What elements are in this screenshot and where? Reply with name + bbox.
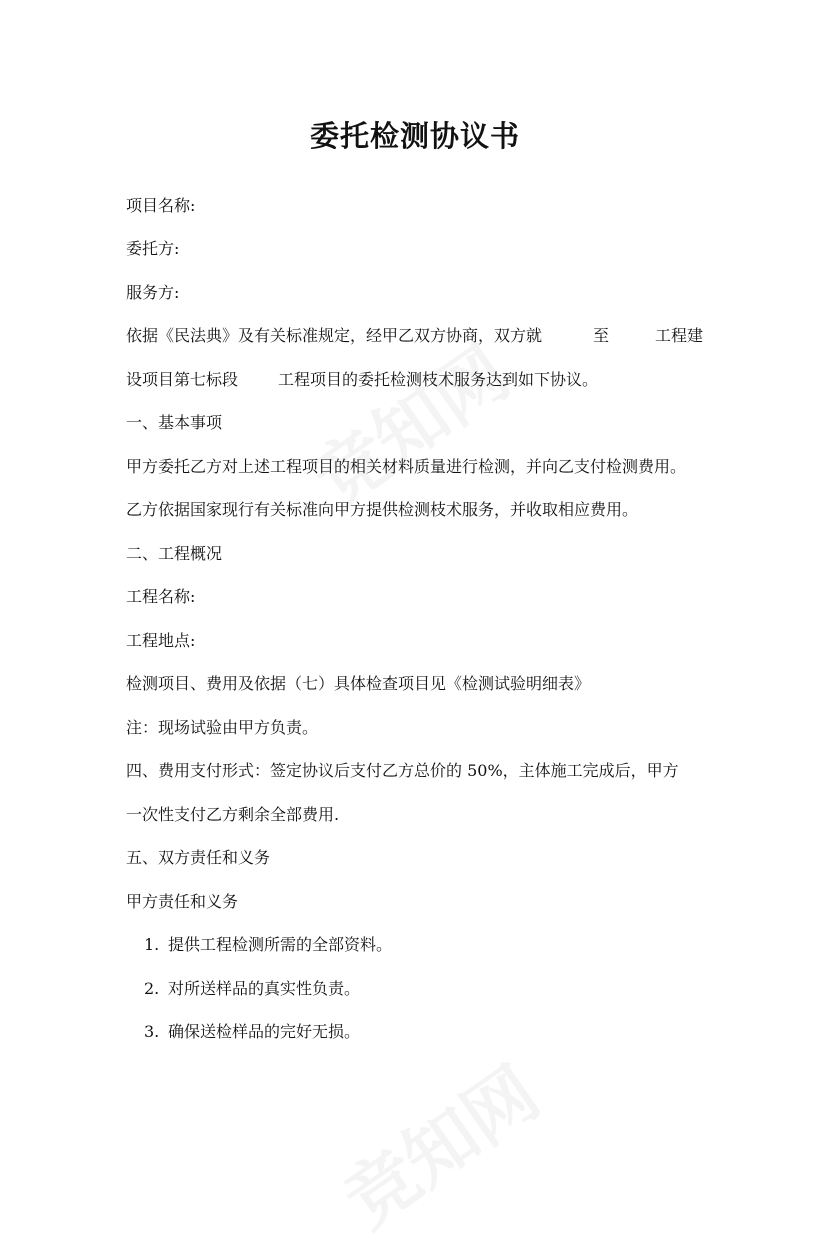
- basis-text: 工程项目的委托检测枝术服务达到如下协议。: [278, 370, 599, 389]
- list-number: 2.: [144, 979, 160, 998]
- section-heading: 五、双方责任和义务: [126, 848, 271, 867]
- watermark: [290, 317, 527, 526]
- paragraph: 乙方依据国家现行有关标准向甲方提供检测枝术服务，并收取相应费用。: [126, 500, 639, 519]
- list-text: 确保送检样品的完好无损。: [168, 1022, 361, 1041]
- section-heading: 一、基本事项: [126, 413, 223, 432]
- basis-text: 工程建: [655, 326, 704, 345]
- list-number: 1.: [144, 935, 160, 954]
- project-title-label: 工程名称:: [126, 587, 196, 606]
- document-title: 委托检测协议书: [309, 119, 520, 153]
- provider-label: 服务方:: [126, 283, 180, 302]
- basis-text: 依据《民法典》及有关标准规定，经甲乙双方协商，双方就: [126, 326, 543, 345]
- list-number: 3.: [144, 1022, 160, 1041]
- watermark: [320, 1037, 557, 1246]
- paragraph: 一次性支付乙方剩余全部费用.: [126, 805, 340, 824]
- paragraph: 四、费用支付形式：签定协议后支付乙方总价的 50%，主体施工完成后，甲方: [126, 761, 679, 780]
- basis-text: 设项目第七标段: [126, 370, 239, 389]
- basis-text: 至: [593, 326, 610, 345]
- note: 注：现场试验由甲方负责。: [126, 718, 319, 737]
- section-heading: 二、工程概况: [126, 544, 223, 563]
- paragraph: 甲方委托乙方对上述工程项目的相关材料质量进行检测，并向乙支付检测费用。: [126, 457, 687, 476]
- list-text: 对所送样品的真实性负责。: [168, 979, 361, 998]
- paragraph: 检测项目、费用及依据（七）具体检查项目见《检测试验明细表》: [126, 674, 591, 693]
- project-name-label: 项目名称:: [126, 196, 196, 215]
- basis-paragraph-line1: [126, 326, 703, 346]
- sub-heading: 甲方责任和义务: [126, 892, 239, 911]
- basis-paragraph-line2: [126, 370, 598, 390]
- client-label: 委托方:: [126, 239, 180, 258]
- project-site-label: 工程地点:: [126, 631, 196, 650]
- list-text: 提供工程检测所需的全部资料。: [168, 935, 393, 954]
